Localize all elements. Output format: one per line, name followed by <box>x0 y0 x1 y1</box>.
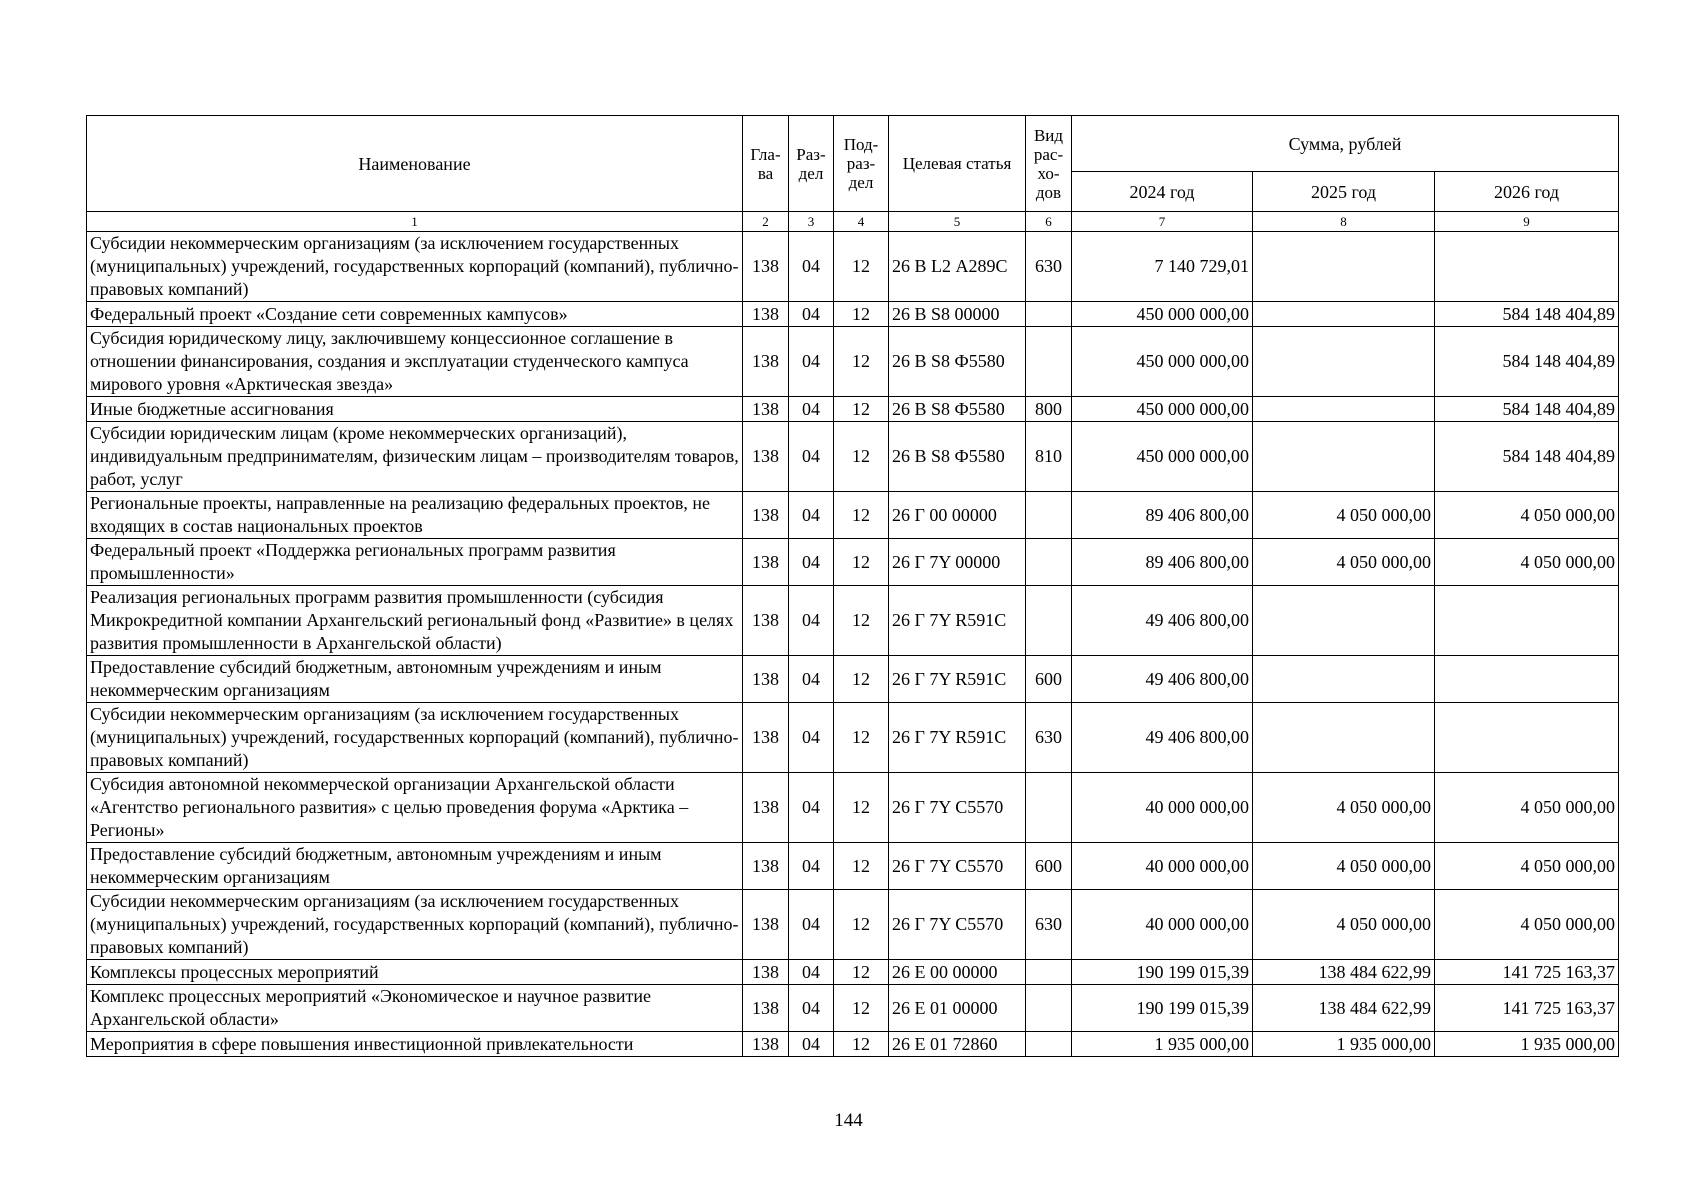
row-razdel: 04 <box>789 302 834 327</box>
row-amount-2025 <box>1253 327 1435 397</box>
budget-table <box>86 115 1619 1057</box>
row-amount-2026: 4 050 000,00 <box>1435 843 1619 890</box>
row-vid-raskhodov: 630 <box>1026 890 1072 960</box>
row-amount-2024: 49 406 800,00 <box>1072 656 1253 703</box>
row-podrazdel: 12 <box>834 586 889 656</box>
column-number: 3 <box>789 212 834 232</box>
row-amount-2024: 450 000 000,00 <box>1072 422 1253 492</box>
row-tselevaya-statya: 26 Е 01 00000 <box>889 985 1026 1032</box>
header-glava: Гла-ва <box>743 116 789 212</box>
row-tselevaya-statya: 26 Г 7Y С5570 <box>889 890 1026 960</box>
row-glava: 138 <box>743 960 789 985</box>
row-glava: 138 <box>743 1032 789 1057</box>
row-amount-2025 <box>1253 302 1435 327</box>
row-amount-2024: 89 406 800,00 <box>1072 492 1253 539</box>
row-amount-2024: 40 000 000,00 <box>1072 773 1253 843</box>
row-name: Комплексы процессных мероприятий <box>87 960 743 985</box>
row-razdel: 04 <box>789 703 834 773</box>
row-tselevaya-statya: 26 Е 00 00000 <box>889 960 1026 985</box>
table-row <box>87 656 1619 703</box>
row-glava: 138 <box>743 232 789 302</box>
row-glava: 138 <box>743 890 789 960</box>
row-vid-raskhodov <box>1026 327 1072 397</box>
row-amount-2024: 190 199 015,39 <box>1072 985 1253 1032</box>
column-number: 4 <box>834 212 889 232</box>
row-amount-2025: 138 484 622,99 <box>1253 960 1435 985</box>
row-razdel: 04 <box>789 773 834 843</box>
row-name: Федеральный проект «Поддержка региональных программ развития промышленности» <box>87 539 743 586</box>
column-number: 2 <box>743 212 789 232</box>
column-number: 5 <box>889 212 1026 232</box>
row-podrazdel: 12 <box>834 656 889 703</box>
header-tselevaya-statya: Целевая статья <box>889 116 1026 212</box>
row-razdel: 04 <box>789 960 834 985</box>
row-razdel: 04 <box>789 985 834 1032</box>
row-vid-raskhodov <box>1026 302 1072 327</box>
row-podrazdel: 12 <box>834 232 889 302</box>
row-amount-2026 <box>1435 232 1619 302</box>
row-amount-2024: 40 000 000,00 <box>1072 890 1253 960</box>
row-vid-raskhodov <box>1026 773 1072 843</box>
row-name: Комплекс процессных мероприятий «Экономическое и научное развитие Архангельской области» <box>87 985 743 1032</box>
row-tselevaya-statya: 26 В L2 А289С <box>889 232 1026 302</box>
row-razdel: 04 <box>789 539 834 586</box>
row-razdel: 04 <box>789 586 834 656</box>
row-vid-raskhodov <box>1026 960 1072 985</box>
row-razdel: 04 <box>789 656 834 703</box>
row-vid-raskhodov <box>1026 539 1072 586</box>
row-vid-raskhodov: 800 <box>1026 397 1072 422</box>
row-amount-2026 <box>1435 656 1619 703</box>
row-vid-raskhodov: 630 <box>1026 232 1072 302</box>
row-name: Мероприятия в сфере повышения инвестиционной привлекательности <box>87 1032 743 1057</box>
table-row <box>87 960 1619 985</box>
row-razdel: 04 <box>789 843 834 890</box>
row-name: Предоставление субсидий бюджетным, автономным учреждениям и иным некоммерческим организациям <box>87 843 743 890</box>
header-vid-raskhodov: Вид рас-хо-дов <box>1026 116 1072 212</box>
row-glava: 138 <box>743 302 789 327</box>
row-name: Предоставление субсидий бюджетным, автономным учреждениям и иным некоммерческим организациям <box>87 656 743 703</box>
header-razdel: Раз-дел <box>789 116 834 212</box>
row-amount-2024: 40 000 000,00 <box>1072 843 1253 890</box>
row-razdel: 04 <box>789 492 834 539</box>
row-amount-2025: 4 050 000,00 <box>1253 539 1435 586</box>
row-podrazdel: 12 <box>834 985 889 1032</box>
row-podrazdel: 12 <box>834 492 889 539</box>
row-tselevaya-statya: 26 Г 00 00000 <box>889 492 1026 539</box>
row-name: Субсидии некоммерческим организациям (за исключением государственных (муниципальных) учреждений, государственных корпораций (компаний), публично-правовых компаний) <box>87 232 743 302</box>
row-amount-2026 <box>1435 586 1619 656</box>
row-amount-2026: 4 050 000,00 <box>1435 539 1619 586</box>
row-tselevaya-statya: 26 Г 7Y 00000 <box>889 539 1026 586</box>
row-tselevaya-statya: 26 В S8 00000 <box>889 302 1026 327</box>
row-amount-2025: 138 484 622,99 <box>1253 985 1435 1032</box>
table-row <box>87 1032 1619 1057</box>
column-number-row <box>87 212 1619 232</box>
row-amount-2024: 450 000 000,00 <box>1072 327 1253 397</box>
table-row <box>87 985 1619 1032</box>
row-tselevaya-statya: 26 Г 7Y R591С <box>889 656 1026 703</box>
row-tselevaya-statya: 26 Г 7Y R591С <box>889 586 1026 656</box>
row-amount-2024: 49 406 800,00 <box>1072 586 1253 656</box>
row-amount-2026: 584 148 404,89 <box>1435 327 1619 397</box>
row-name: Федеральный проект «Создание сети современных кампусов» <box>87 302 743 327</box>
row-glava: 138 <box>743 656 789 703</box>
row-tselevaya-statya: 26 Е 01 72860 <box>889 1032 1026 1057</box>
table-row <box>87 843 1619 890</box>
row-tselevaya-statya: 26 Г 7Y С5570 <box>889 773 1026 843</box>
row-amount-2026: 1 935 000,00 <box>1435 1032 1619 1057</box>
header-year-2024: 2024 год <box>1072 172 1253 212</box>
row-glava: 138 <box>743 586 789 656</box>
column-number: 7 <box>1072 212 1253 232</box>
row-amount-2026: 141 725 163,37 <box>1435 960 1619 985</box>
row-amount-2026 <box>1435 703 1619 773</box>
header-podrazdel: Под-раз-дел <box>834 116 889 212</box>
row-podrazdel: 12 <box>834 422 889 492</box>
row-amount-2026: 584 148 404,89 <box>1435 397 1619 422</box>
row-vid-raskhodov: 600 <box>1026 843 1072 890</box>
row-podrazdel: 12 <box>834 773 889 843</box>
table-row <box>87 232 1619 302</box>
row-glava: 138 <box>743 773 789 843</box>
row-name: Региональные проекты, направленные на реализацию федеральных проектов, не входящих в состав национальных проектов <box>87 492 743 539</box>
row-amount-2024: 7 140 729,01 <box>1072 232 1253 302</box>
row-podrazdel: 12 <box>834 539 889 586</box>
column-number: 1 <box>87 212 743 232</box>
table-row <box>87 773 1619 843</box>
row-glava: 138 <box>743 539 789 586</box>
header-year-2025: 2025 год <box>1253 172 1435 212</box>
row-razdel: 04 <box>789 890 834 960</box>
row-tselevaya-statya: 26 В S8 Ф5580 <box>889 327 1026 397</box>
row-amount-2024: 1 935 000,00 <box>1072 1032 1253 1057</box>
row-amount-2024: 89 406 800,00 <box>1072 539 1253 586</box>
row-podrazdel: 12 <box>834 960 889 985</box>
row-vid-raskhodov: 630 <box>1026 703 1072 773</box>
row-amount-2025 <box>1253 397 1435 422</box>
row-vid-raskhodov <box>1026 492 1072 539</box>
row-amount-2025 <box>1253 586 1435 656</box>
row-tselevaya-statya: 26 В S8 Ф5580 <box>889 397 1026 422</box>
column-number: 6 <box>1026 212 1072 232</box>
table-row <box>87 327 1619 397</box>
row-amount-2026: 4 050 000,00 <box>1435 890 1619 960</box>
row-razdel: 04 <box>789 1032 834 1057</box>
header-summa: Сумма, рублей <box>1072 116 1619 172</box>
row-glava: 138 <box>743 327 789 397</box>
table-row <box>87 539 1619 586</box>
row-glava: 138 <box>743 492 789 539</box>
row-tselevaya-statya: 26 Г 7Y R591С <box>889 703 1026 773</box>
row-amount-2024: 190 199 015,39 <box>1072 960 1253 985</box>
row-podrazdel: 12 <box>834 1032 889 1057</box>
row-glava: 138 <box>743 703 789 773</box>
row-amount-2025: 4 050 000,00 <box>1253 890 1435 960</box>
row-amount-2026: 4 050 000,00 <box>1435 773 1619 843</box>
row-podrazdel: 12 <box>834 327 889 397</box>
row-name: Субсидии некоммерческим организациям (за исключением государственных (муниципальных) учреждений, государственных корпораций (компаний), публично-правовых компаний) <box>87 703 743 773</box>
row-name: Субсидии некоммерческим организациям (за исключением государственных (муниципальных) учреждений, государственных корпораций (компаний), публично-правовых компаний) <box>87 890 743 960</box>
row-name: Субсидии юридическим лицам (кроме некоммерческих организаций), индивидуальным предпринимателям, физическим лицам – производителям товаров, работ, услуг <box>87 422 743 492</box>
column-number: 9 <box>1435 212 1619 232</box>
row-tselevaya-statya: 26 Г 7Y С5570 <box>889 843 1026 890</box>
header-year-2026: 2026 год <box>1435 172 1619 212</box>
row-vid-raskhodov <box>1026 985 1072 1032</box>
row-amount-2026: 584 148 404,89 <box>1435 302 1619 327</box>
row-amount-2026: 584 148 404,89 <box>1435 422 1619 492</box>
row-amount-2025: 4 050 000,00 <box>1253 843 1435 890</box>
row-razdel: 04 <box>789 422 834 492</box>
row-glava: 138 <box>743 985 789 1032</box>
row-vid-raskhodov <box>1026 586 1072 656</box>
row-podrazdel: 12 <box>834 397 889 422</box>
row-amount-2025: 1 935 000,00 <box>1253 1032 1435 1057</box>
row-razdel: 04 <box>789 232 834 302</box>
row-podrazdel: 12 <box>834 843 889 890</box>
row-amount-2024: 450 000 000,00 <box>1072 397 1253 422</box>
row-amount-2025 <box>1253 422 1435 492</box>
row-tselevaya-statya: 26 В S8 Ф5580 <box>889 422 1026 492</box>
table-row <box>87 302 1619 327</box>
row-vid-raskhodov: 600 <box>1026 656 1072 703</box>
table-row <box>87 397 1619 422</box>
row-name: Субсидия юридическому лицу, заключившему концессионное соглашение в отношении финансирования, создания и эксплуатации студенческого кампуса мирового уровня «Арктическая звезда» <box>87 327 743 397</box>
table-row <box>87 492 1619 539</box>
row-name: Иные бюджетные ассигнования <box>87 397 743 422</box>
row-amount-2024: 450 000 000,00 <box>1072 302 1253 327</box>
row-podrazdel: 12 <box>834 302 889 327</box>
row-amount-2025: 4 050 000,00 <box>1253 773 1435 843</box>
row-amount-2025: 4 050 000,00 <box>1253 492 1435 539</box>
row-podrazdel: 12 <box>834 703 889 773</box>
row-amount-2026: 4 050 000,00 <box>1435 492 1619 539</box>
row-glava: 138 <box>743 397 789 422</box>
row-razdel: 04 <box>789 327 834 397</box>
row-amount-2024: 49 406 800,00 <box>1072 703 1253 773</box>
row-name: Субсидия автономной некоммерческой организации Архангельской области «Агентство регионального развития» с целью проведения форума «Арктика – Регионы» <box>87 773 743 843</box>
table-body <box>87 232 1619 1057</box>
row-glava: 138 <box>743 843 789 890</box>
row-amount-2026: 141 725 163,37 <box>1435 985 1619 1032</box>
header-name: Наименование <box>87 116 743 212</box>
table-row <box>87 703 1619 773</box>
table-row <box>87 422 1619 492</box>
table-row <box>87 890 1619 960</box>
row-vid-raskhodov: 810 <box>1026 422 1072 492</box>
column-number: 8 <box>1253 212 1435 232</box>
page-number: 144 <box>834 1110 863 1131</box>
row-podrazdel: 12 <box>834 890 889 960</box>
row-amount-2025 <box>1253 656 1435 703</box>
row-name: Реализация региональных программ развития промышленности (субсидия Микрокредитной компании Архангельский региональный фонд «Развитие» в целях развития промышленности в Архангельской области) <box>87 586 743 656</box>
row-razdel: 04 <box>789 397 834 422</box>
table-row <box>87 586 1619 656</box>
row-amount-2025 <box>1253 703 1435 773</box>
row-glava: 138 <box>743 422 789 492</box>
row-vid-raskhodov <box>1026 1032 1072 1057</box>
row-amount-2025 <box>1253 232 1435 302</box>
